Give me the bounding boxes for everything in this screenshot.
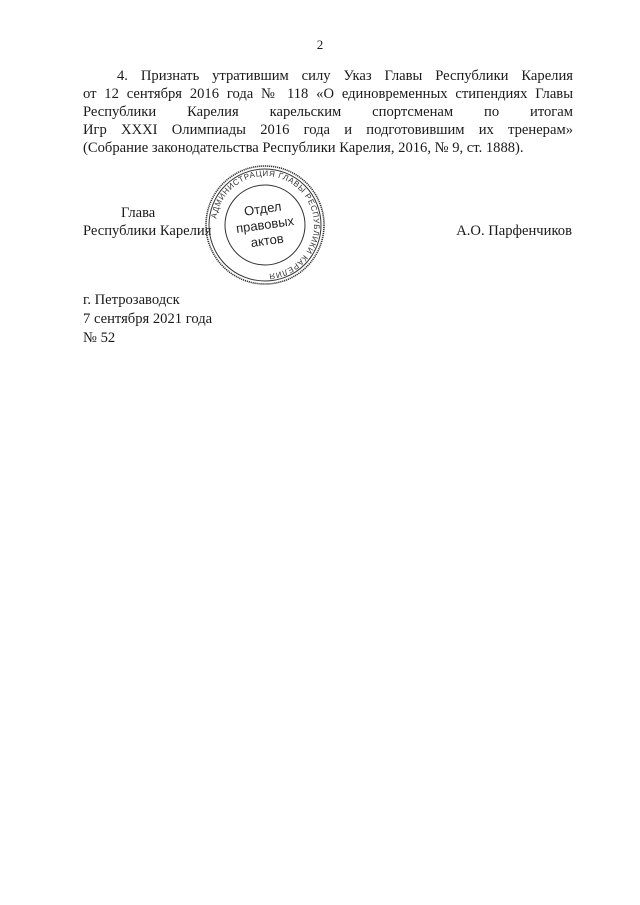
issuance-city: г. Петрозаводск bbox=[83, 292, 180, 308]
signatory-name: А.О. Парфенчиков bbox=[456, 223, 572, 239]
stamp-center-line: актов bbox=[249, 230, 285, 251]
stamp-center-line: Отдел bbox=[243, 198, 283, 219]
paragraph-line: (Собрание законодательства Республики Карелия, 2016, № 9, ст. 1888). bbox=[83, 140, 524, 156]
decree-number: № 52 bbox=[83, 330, 116, 346]
paragraph-line: от 12 сентября 2016 года № 118 «О единовременных стипендиях Главы bbox=[83, 86, 573, 102]
page-number: 2 bbox=[316, 37, 324, 52]
signatory-organization: Республики Карелия bbox=[83, 223, 212, 239]
decree-paragraph bbox=[83, 67, 573, 157]
issuance-block bbox=[83, 291, 212, 348]
stamp-center-line: правовых bbox=[235, 213, 295, 236]
stamp-ring-text: АДМИНИСТРАЦИЯ ГЛАВЫ РЕСПУБЛИКИ КАРЕЛИЯ bbox=[209, 168, 322, 281]
official-stamp bbox=[203, 163, 327, 287]
paragraph-line: Игр XXXI Олимпиады 2016 года и подготовившим их тренерам» bbox=[83, 122, 573, 138]
signatory-title: Глава bbox=[121, 205, 156, 221]
paragraph-line: Республики Карелия карельским спортсменам по итогам bbox=[83, 104, 573, 120]
paragraph-line: 4. Признать утратившим силу Указ Главы Республики Карелия bbox=[117, 68, 573, 84]
issuance-date: 7 сентября 2021 года bbox=[83, 311, 213, 327]
